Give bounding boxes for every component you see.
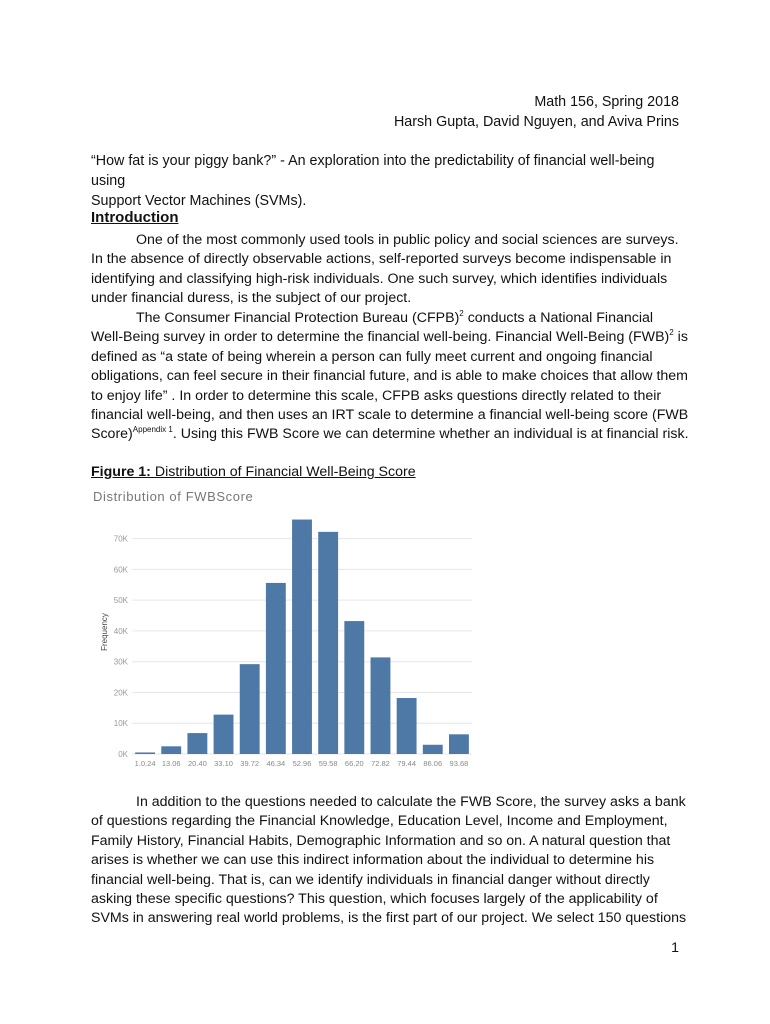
appendix-ref[interactable]: Appendix 1: [132, 425, 173, 435]
title-line-1: “How fat is your piggy bank?” - An exploration into the predictability of financial well-being using: [91, 153, 655, 189]
intro-paragraph-2: [91, 309, 689, 445]
chart-y-tick-label: 30K: [113, 657, 128, 667]
chart-bar: [449, 734, 469, 754]
text-line: obligations, can feel secure in their financial future, and is able to make choices that allow them: [91, 368, 688, 385]
chart-y-tick-label: 0K: [118, 750, 128, 759]
chart-bar: [240, 664, 260, 754]
chart-bar: [135, 752, 155, 754]
chart-x-tick-label: 66.20: [344, 759, 364, 768]
text-line: Score)$^{Appendix 1}$. Using this FWB Score we can determine whether an individual is at financial risk.: [91, 425, 689, 443]
intro-paragraph-1: [91, 231, 681, 309]
chart-y-tick-label: 60K: [113, 565, 128, 575]
chart-bar: [187, 733, 207, 754]
chart-x-tick-label: 1.0.24: [134, 759, 156, 768]
chart-bar: [292, 520, 312, 754]
chart-y-tick-label: 50K: [113, 596, 128, 606]
title-line-2: Support Vector Machines (SVMs).: [91, 193, 307, 209]
figure-caption-text: Distribution of Financial Well-Being Score: [150, 464, 416, 480]
authors-line: Harsh Gupta, David Nguyen, and Aviva Prins: [393, 114, 679, 130]
chart-x-tick-label: 86.06: [423, 759, 443, 768]
chart-bar: [371, 657, 391, 754]
chart-x-tick-label: 33.10: [214, 759, 233, 768]
text-line: under financial duress, is the subject of our project.: [91, 290, 412, 307]
text-line: financial well-being. That is, can we identify individuals in financial danger without directly: [91, 871, 650, 888]
chart-y-tick-label: 20K: [113, 688, 128, 698]
chart-x-tick-label: 93.68: [449, 759, 469, 768]
text-line: In the absence of directly observable actions, self-reported surveys become indispensable in: [91, 251, 672, 268]
chart-x-tick-label: 79.44: [397, 759, 417, 768]
chart-x-tick-label: 59.58: [318, 759, 338, 768]
chart-y-tick-label: 10K: [113, 719, 128, 729]
paper-title: [91, 151, 691, 211]
chart-bar: [423, 745, 443, 754]
footnote-ref[interactable]: 2: [459, 309, 464, 318]
chart-x-tick-label: 72.82: [371, 759, 390, 768]
chart-y-axis-label: Frequency: [100, 613, 109, 651]
figure-label: Figure 1:: [91, 464, 151, 480]
figure-caption: [91, 464, 416, 480]
text-line: Well-Being survey in order to determine the financial well-being. Financial Well-Being (FWB)$^2$ is: [91, 328, 688, 346]
text-line: of questions regarding the Financial Knowledge, Education Level, Income and Employment,: [91, 813, 668, 830]
chart-bar: [397, 698, 417, 754]
chart-x-tick-label: 20.40: [187, 759, 207, 768]
chart-title: Distribution of FWBScore: [93, 489, 254, 504]
text-line: defined as “a state of being wherein a person can fully meet current and ongoing financial: [91, 348, 653, 365]
text-line: Family History, Financial Habits, Demographic Information and so on. A natural question that: [91, 832, 671, 849]
chart-bar: [266, 583, 286, 754]
section-heading-introduction: Introduction: [91, 209, 179, 226]
text-line: financial well-being, and then uses an IRT scale to determine a financial well-being score (FWB: [91, 407, 689, 424]
text-line: asking these specific questions? This question, which focuses largely of the applicability of: [91, 891, 658, 908]
text-line: arises is whether we can use this indirect information about the individual to determine his: [91, 852, 655, 869]
text-line: The Consumer Financial Protection Bureau (CFPB)$^2$ conducts a National Financial: [136, 309, 654, 326]
chart-bar: [344, 621, 364, 754]
chart-x-tick-label: 39.72: [240, 759, 260, 768]
chart-x-tick-label: 13.06: [161, 759, 181, 768]
chart-x-tick-label: 52.96: [292, 759, 312, 768]
chart-y-tick-label: 70K: [113, 534, 128, 544]
text-line: SVMs in answering real world problems, is the first part of our project. We select 150 questions: [91, 910, 687, 927]
course-line: Math 156, Spring 2018: [534, 94, 679, 110]
page-number: 1: [671, 940, 679, 956]
body-paragraph-2: [91, 793, 687, 929]
chart-bar: [214, 715, 234, 754]
chart-bar: [161, 746, 181, 754]
fwb-histogram-chart: [88, 484, 478, 774]
chart-y-tick-label: 40K: [113, 626, 128, 636]
text-line: One of the most commonly used tools in public policy and social sciences are surveys.: [136, 232, 679, 248]
text-line: In addition to the questions needed to calculate the FWB Score, the survey asks a bank: [136, 794, 686, 810]
chart-x-tick-label: 46.34: [266, 759, 286, 768]
text-line: to enjoy life” . In order to determine this scale, CFPB asks questions directly related to their: [91, 387, 662, 404]
text-line: identifying and classifying high-risk individuals. One such survey, which identifies individuals: [91, 270, 668, 287]
chart-bar: [318, 532, 338, 754]
footnote-ref[interactable]: 2: [669, 328, 674, 338]
